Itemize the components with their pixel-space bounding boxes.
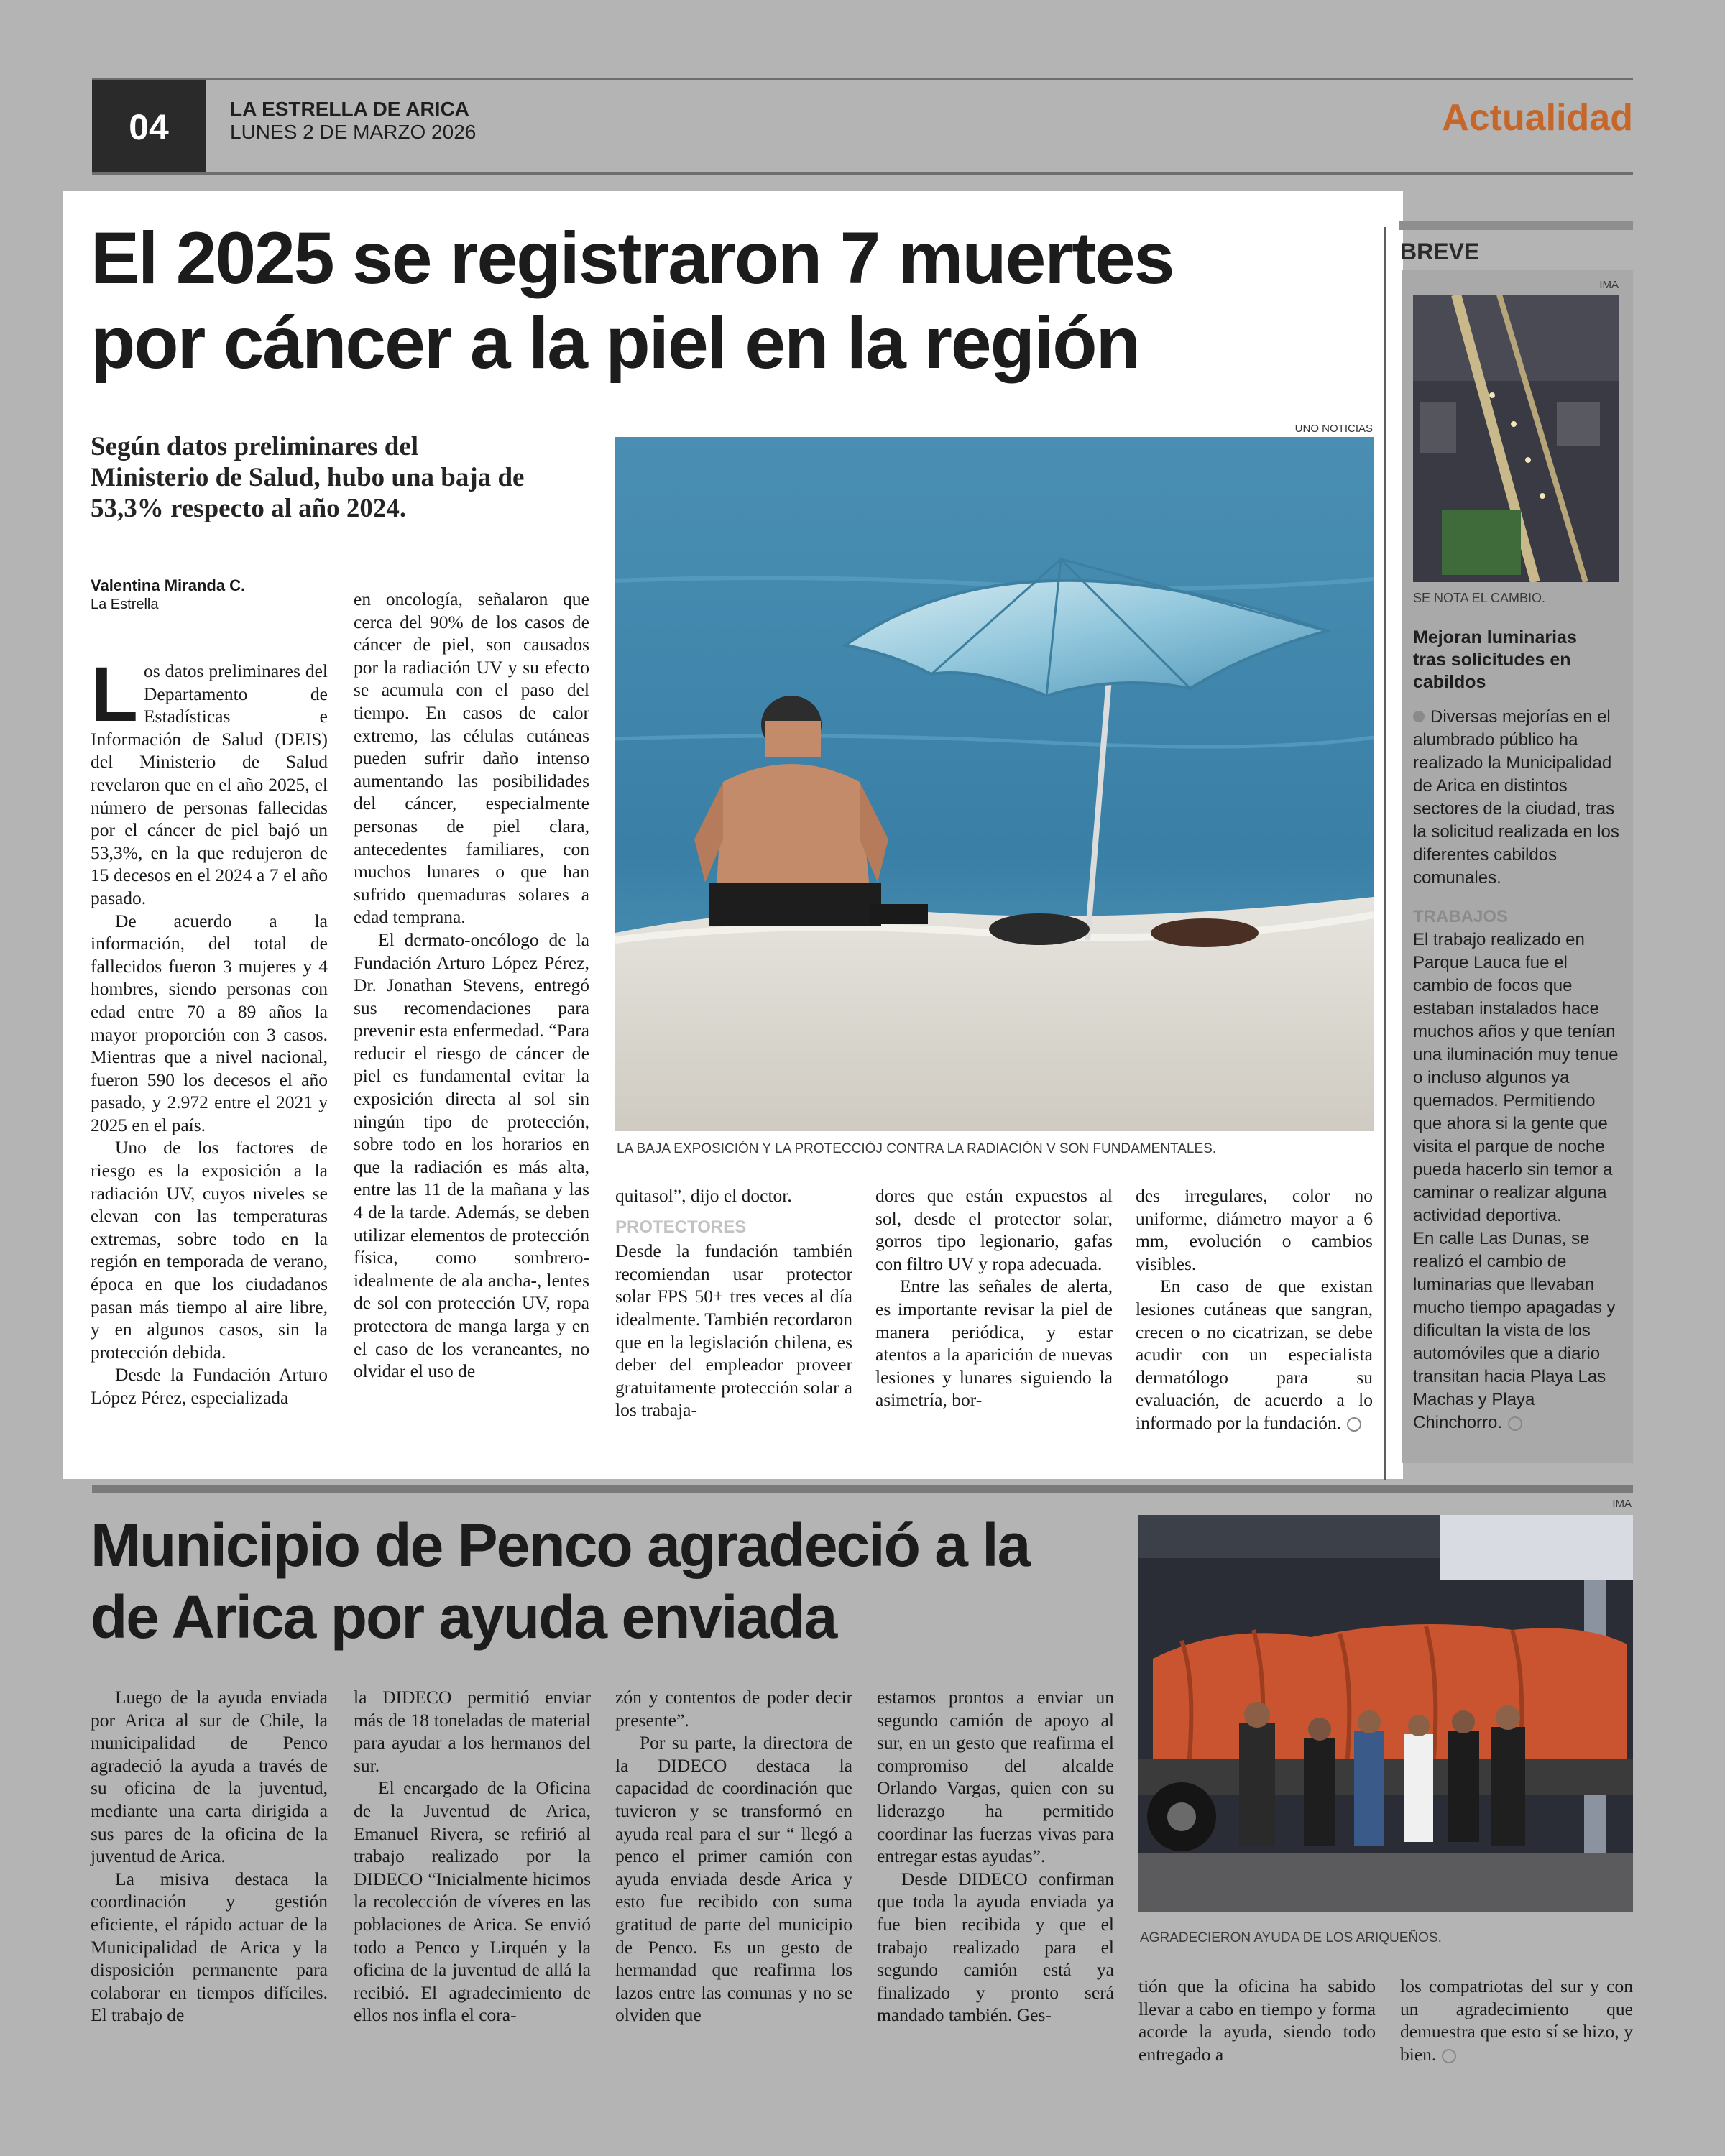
- section-title: Actualidad: [1442, 97, 1633, 139]
- main-headline: [91, 216, 1399, 385]
- paragraph: [1413, 1227, 1623, 1434]
- paragraph: Por su parte, la directora de la DIDECO destaca la capacidad de coordinación que tuvieron y se transformó en ayuda real para el sur “ llegó a penco el primer camión con ayuda enviada desde Arica y esto fue recibido con suma gratitud de parte del municipio de Penco. Es un gesto de hermandad que reafirma los lazos entre las comunas y no se olviden que: [615, 1732, 852, 2026]
- paragraph: la DIDECO permitió enviar más de 18 toneladas de material para ayudar a los hermanos del sur.: [354, 1687, 591, 1776]
- paragraph: Desde la Fundación Arturo López Pérez, especializada: [91, 1364, 328, 1408]
- paragraph: dores que están expuestos al sol, desde el protector solar, gorros tipo legionario, gafas con filtro UV y ropa adecuada.: [875, 1185, 1113, 1274]
- paragraph: El encargado de la Oficina de la Juventud de Arica, Emanuel Rivera, se refirió al trabajo realizado por la DIDECO “Inicialmente hicimos la recolección de víveres en las poblaciones de Arica. Se envió todo a Penco y Lirquén y la oficina de la juventud de allá la recibió. El agradecimiento de ellos nos infla el cora-: [354, 1777, 591, 2026]
- sidebar-text: [1413, 706, 1623, 1434]
- paragraph: des irregulares, color no uniforme, diámetro mayor a 6 mm, evolución o cambios visibles.: [1136, 1185, 1373, 1274]
- bullet-icon: [1413, 711, 1425, 722]
- paragraph: [1136, 1275, 1373, 1434]
- paragraph: Luego de la ayuda enviada por Arica al sur de Chile, la municipalidad de Penco agradeció la ayuda a través de su oficina de la juventud, mediante una carta dirigida a sus pares de la oficina de la juventud de Arica.: [91, 1687, 328, 1867]
- beach-umbrella-photo: [615, 437, 1374, 1131]
- photo-caption: SE NOTA EL CAMBIO.: [1413, 591, 1546, 605]
- truck-volunteers-photo: [1138, 1515, 1633, 1912]
- masthead: [230, 98, 476, 144]
- end-mark-icon: [1347, 1417, 1361, 1432]
- headline-line: El 2025 se registraron 7 muertes: [91, 217, 1174, 299]
- paragraph: [1413, 706, 1623, 890]
- photo-credit: IMA: [1612, 1498, 1632, 1510]
- author-name: Valentina Miranda C.: [91, 576, 246, 594]
- subheading: TRABAJOS: [1413, 907, 1509, 926]
- headline-line: Municipio de Penco agradeció a la: [91, 1511, 1030, 1579]
- paper-name: LA ESTRELLA DE ARICA: [230, 98, 469, 120]
- end-mark-icon: [1442, 2049, 1456, 2063]
- photo-credit: IMA: [1599, 279, 1619, 291]
- drop-cap: L: [91, 650, 138, 737]
- sidebar-headline: Mejoran luminarias tras solicitudes en cabildos: [1413, 627, 1577, 692]
- paragraph: en oncología, señalaron que cerca del 90% de los casos de cáncer de piel, son causados por la radiación UV y su efecto se acumula con el paso del tiempo. En casos de calor extremo, las células cutáneas pueden sufrir daño intenso aumentando las posibilidades del cáncer, especialmente personas de piel clara, antecedentes familiares, con muchos lunares o que han sufrido quemaduras solares a edad temprana.: [354, 589, 589, 928]
- paragraph-text: En calle Las Dunas, se realizó el cambio de luminarias que llevaban mucho tiempo apagadas y dificultan la vista de los automóviles que a diario transitan hacia Playa Las Machas y Playa Chinchorro.: [1413, 1229, 1616, 1432]
- paragraph: Desde DIDECO confirman que toda la ayuda enviada ya fue bien recibida y que el trabajo realizado para el segundo camión está ya finalizado y pronto será mandado también. Ges-: [877, 1868, 1114, 2026]
- second-headline: [91, 1509, 1154, 1653]
- sidebar-label: BREVE: [1400, 239, 1480, 264]
- article-column: [1138, 1975, 1376, 2065]
- photo-credit: UNO NOTICIAS: [1294, 423, 1373, 435]
- lead-paragraph: Según datos preliminares del Ministerio de Salud, hubo una baja de 53,3% respecto al año 2024.: [91, 432, 525, 523]
- paragraph: estamos prontos a enviar un segundo camión de apoyo al sur, en un gesto que reafirma el compromiso del alcalde Orlando Vargas, quien con su liderazgo ha permitido coordinar las fuerzas vivas para entregar estas ayudas”.: [877, 1687, 1114, 1867]
- subheading: PROTECTORES: [615, 1217, 747, 1237]
- article-column: [1400, 1975, 1633, 2065]
- aerial-park-photo: [1413, 295, 1619, 582]
- headline-line: de Arica por ayuda enviada: [91, 1583, 837, 1651]
- article-column: [354, 588, 589, 1383]
- paragraph: [1400, 1975, 1633, 2065]
- issue-date: LUNES 2 DE MARZO 2026: [230, 121, 477, 143]
- article-column: [354, 1686, 591, 2027]
- photo-caption: AGRADECIERON AYUDA DE LOS ARIQUEÑOS.: [1140, 1930, 1442, 1945]
- page-number: 04: [92, 80, 206, 174]
- paragraph-text: En caso de que existan lesiones cutáneas que sangran, crecen o no cicatrizan, se debe acudir con un especialista dermatólogo para su evaluación, de acuerdo a lo informado por la fundación.: [1136, 1276, 1373, 1433]
- article-column: [615, 1686, 852, 2027]
- paragraph-text: los compatriotas del sur y con un agradecimiento que demuestra que esto sí se hizo, y bien.: [1400, 1976, 1633, 2065]
- paragraph: [91, 650, 328, 910]
- photo-caption: LA BAJA EXPOSICIÓN Y LA PROTECCIÓJ CONTRA LA RADIACIÓN V SON FUNDAMENTALES.: [617, 1141, 1217, 1156]
- paragraph: Desde la fundación también recomiendan usar protector solar FPS 50+ tres veces al día idealmente. También recordaron que en la legislación chilena, es deber del empleador proveer gratuitamente protección solar a los trabaja-: [615, 1240, 852, 1421]
- paragraph: El trabajo realizado en Parque Lauca fue el cambio de focos que estaban instalados hace muchos años y que tenían una iluminación muy tenue o incluso algunos ya quemados. Permitiendo que ahora si la gente que visita el parque de noche pueda hacerlo sin temor a caminar o realizar alguna actividad deportiva.: [1413, 930, 1619, 1225]
- paragraph: Entre las señales de alerta, es importante revisar la piel de manera periódica, y estar atentos a la aparición de nuevas lesiones y lunares siguiendo la asimetría, bor-: [875, 1276, 1113, 1411]
- paragraph: De acuerdo a la información, del total de fallecidos fueron 3 mujeres y 4 hombres, siendo personas con edad entre 70 a 89 años la mayor proporción con 3 casos. Mientras que a nivel nacional, fueron 590 los decesos el año pasado, y 2.972 entre el 2021 y 2025 en el país.: [91, 910, 328, 1135]
- headline-line: por cáncer a la piel en la región: [91, 302, 1139, 384]
- outlet-name: La Estrella: [91, 596, 159, 612]
- article-column: [1136, 1184, 1373, 1434]
- article-column: [875, 1184, 1113, 1411]
- paragraph: El dermato-oncólogo de la Fundación Arturo López Pérez, Dr. Jonathan Stevens, entregó sus recomendaciones para prevenir esta enfermedad. “Para reducir el riesgo de cáncer de piel es fundamental evitar la exposición directa al sol sin ningún tipo de protección, sobre todo en los horarios en que la radiación es más alta, entre las 11 de la mañana y las 4 de la tarde. Además, se deben utilizar elementos de protección física, como sombrero-idealmente de ala ancha-, lentes de sol con protección UV, ropa protectora de manga larga y en el caso de los veraneantes, no olvidar el uso de: [354, 929, 589, 1382]
- paragraph: Uno de los factores de riesgo es la exposición a la radiación UV, cuyos niveles se elevan con las temperaturas extremas, sobre todo en la región en temporada de verano, época en que los ciudadanos pasan más tiempo al aire libre, y en algunos casos, sin la protección debida.: [91, 1137, 328, 1363]
- paragraph-text: os datos preliminares del Departamento de Estadísticas e Información de Salud (DEIS) del Ministerio de Salud revelaron que en el año 2025, el número de personas fallecidas por el cáncer de piel bajó un 53,3%, en la que redujeron de 15 decesos en el 2024 a 7 el año pasado.: [91, 660, 328, 908]
- paragraph: quitasol”, dijo el doctor.: [615, 1185, 792, 1206]
- article-column: [877, 1686, 1114, 2027]
- article-column: [91, 650, 328, 1409]
- paragraph: tión que la oficina ha sabido llevar a cabo en tiempo y forma acorde la ayuda, siendo todo entregado a: [1138, 1976, 1376, 2065]
- paragraph: zón y contentos de poder decir presente”.: [615, 1687, 852, 1731]
- byline: [91, 576, 349, 614]
- article-column: [91, 1686, 328, 2027]
- article-column: [615, 1184, 852, 1422]
- paragraph-text: Diversas mejorías en el alumbrado público ha realizado la Municipalidad de Arica en distintos sectores de la ciudad, tras la solicitud realizada en los diferentes cabildos comunales.: [1413, 707, 1619, 888]
- end-mark-icon: [1508, 1416, 1522, 1431]
- paragraph: La misiva destaca la coordinación y gestión eficiente, el rápido actuar de la Municipalidad de Arica y la disposición permanente para colaborar en tiempos difíciles. El trabajo de: [91, 1868, 328, 2026]
